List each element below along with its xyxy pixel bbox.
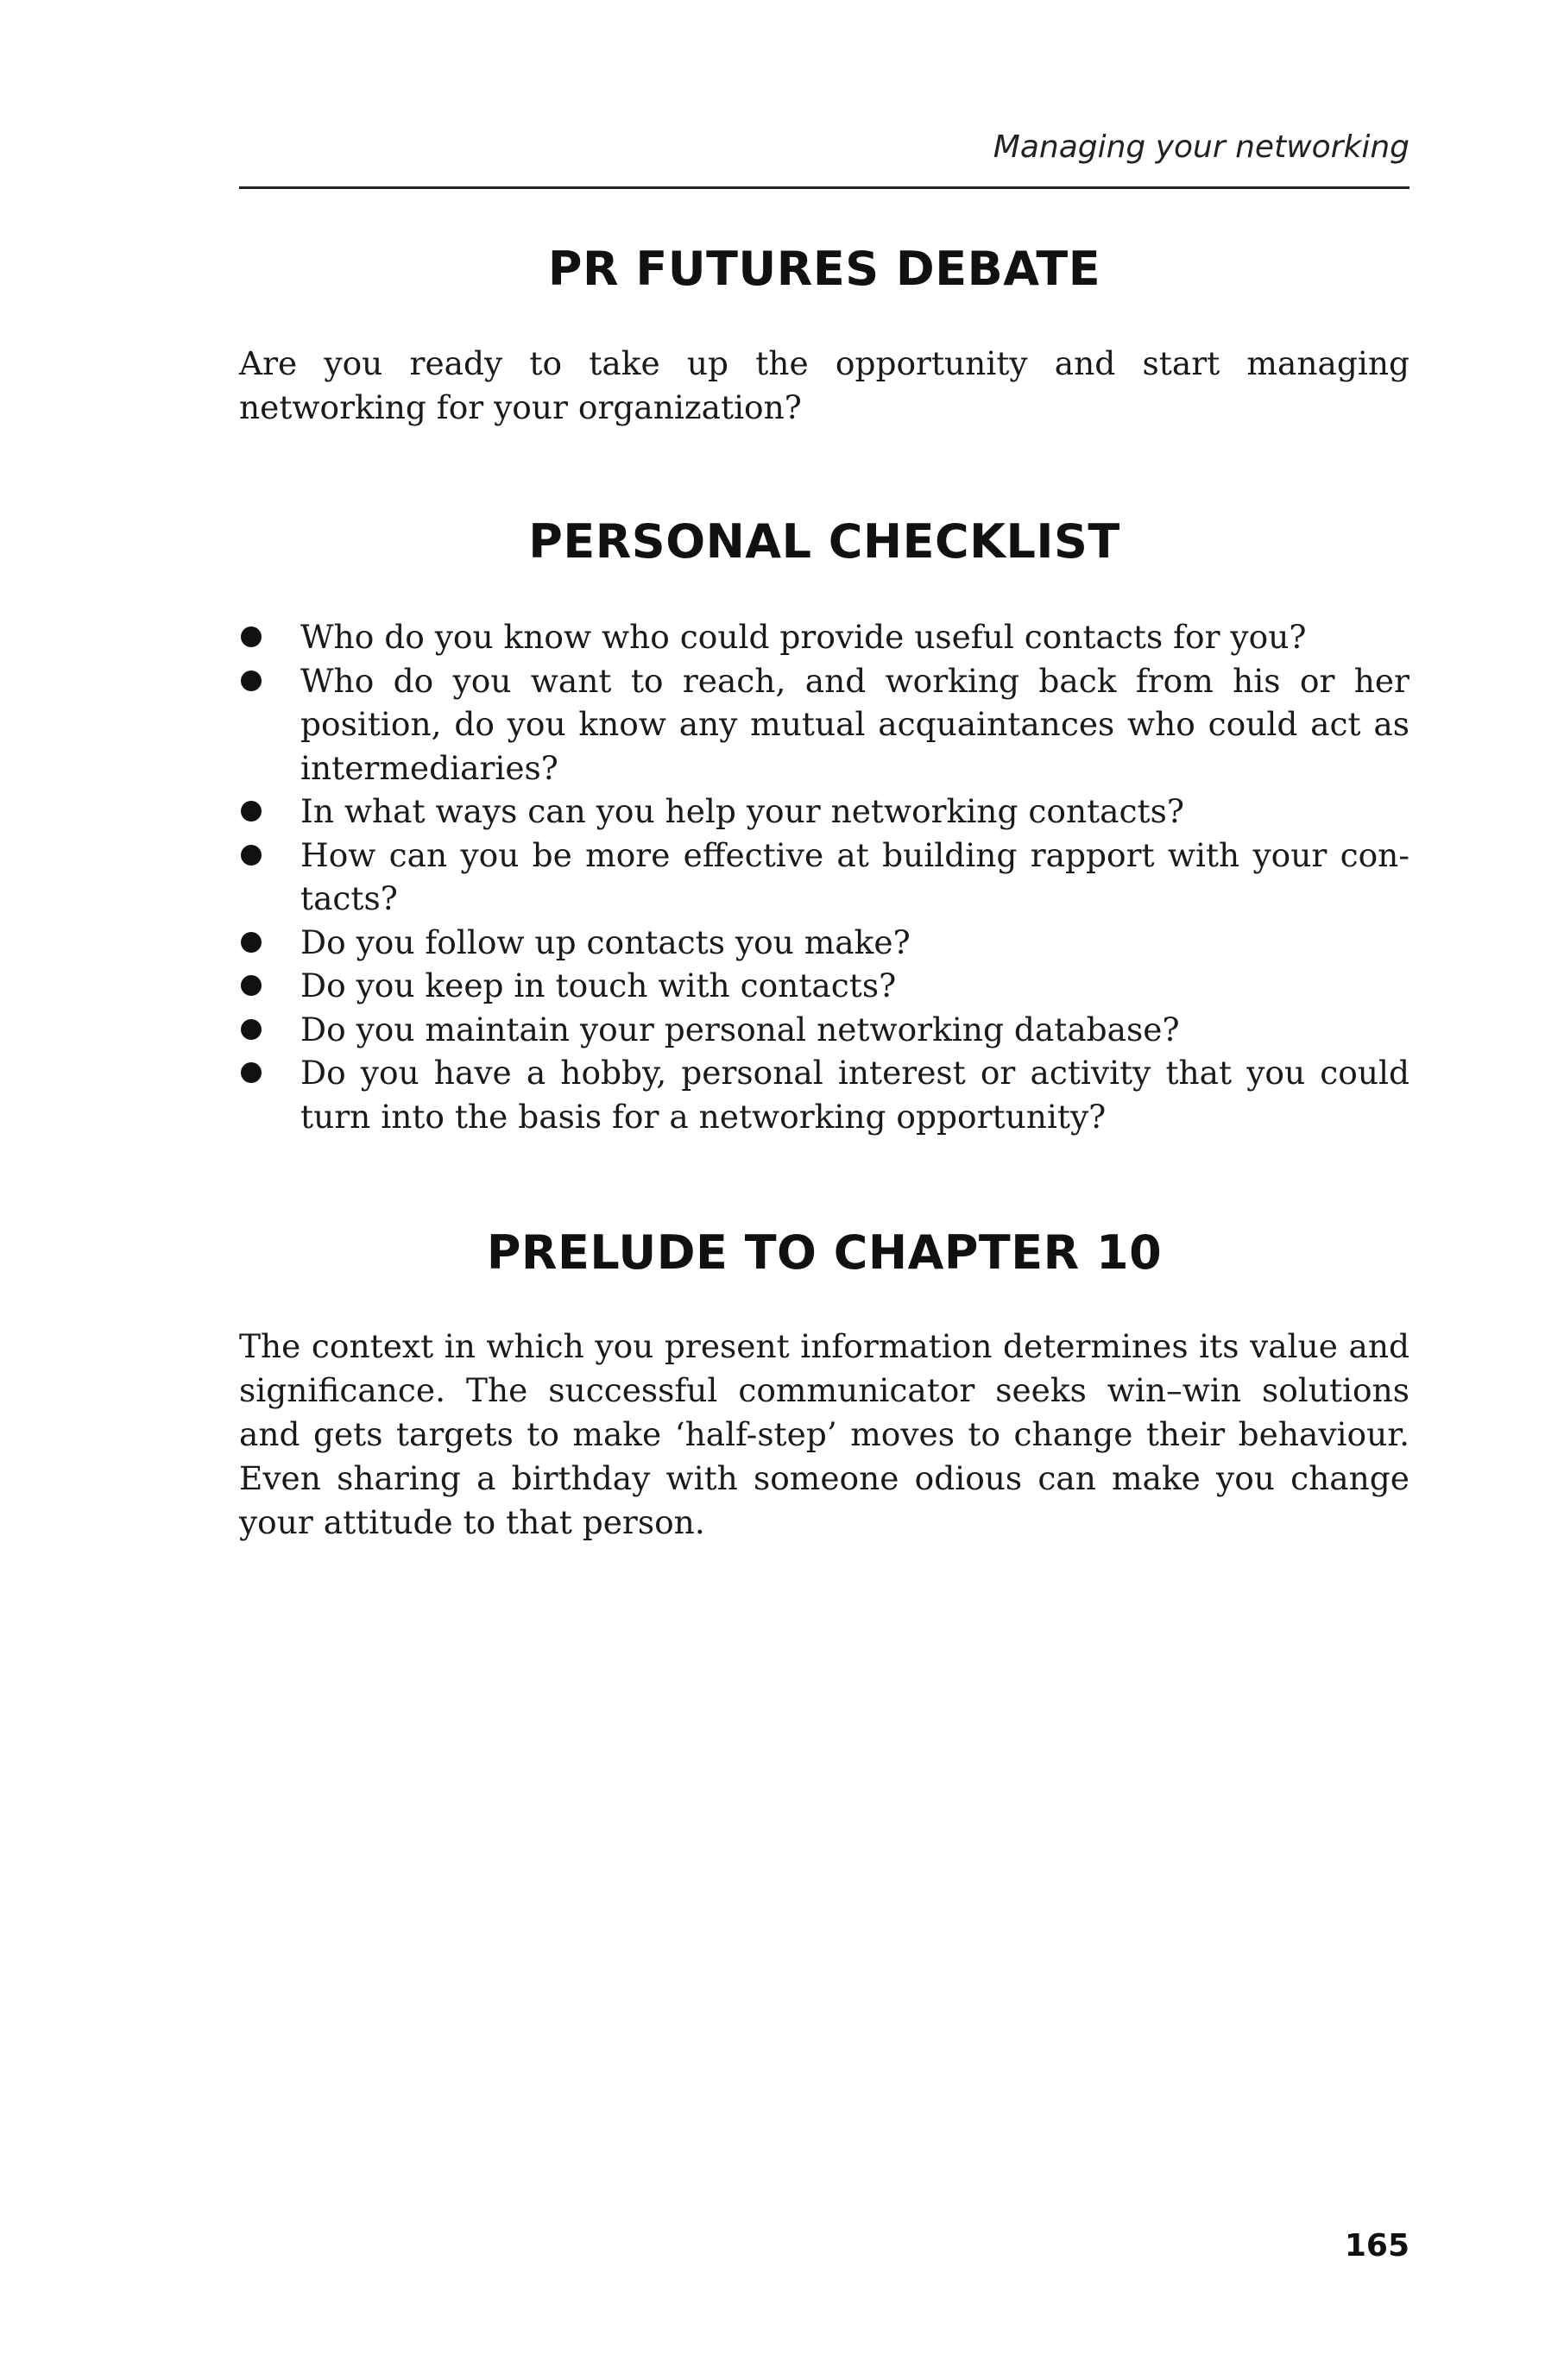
checklist-item	[239, 1008, 1409, 1052]
checklist-item-text: Who do you want to reach, and working back from his or her position, do you know any mutual acquaintances who could act as intermediaries?	[300, 661, 1409, 787]
checklist-item	[239, 659, 1409, 790]
bullet-icon	[241, 801, 262, 822]
bullet-icon	[241, 845, 262, 866]
section-heading-checklist: PERSONAL CHECKLIST	[528, 514, 1120, 569]
checklist	[239, 615, 1409, 1138]
checklist-item	[239, 790, 1409, 834]
bullet-icon	[241, 671, 262, 691]
checklist-item-text: Do you keep in touch with contacts?	[300, 966, 897, 1004]
header-rule	[239, 186, 1409, 189]
running-header: Managing your networking	[993, 129, 1409, 165]
checklist-item	[239, 964, 1409, 1008]
bullet-icon	[241, 1019, 262, 1040]
checklist-item	[239, 1051, 1409, 1138]
checklist-item-text: Do you maintain your personal networking database?	[300, 1010, 1180, 1048]
checklist-item-text: In what ways can you help your networking contacts?	[300, 792, 1184, 830]
debate-paragraph: Are you ready to take up the opportunity and start managing networking for your organization?	[239, 344, 1409, 426]
page-number: 165	[1344, 2228, 1409, 2264]
section-heading-prelude: PRELUDE TO CHAPTER 10	[486, 1225, 1163, 1280]
prelude-paragraph: The context in which you present information determines its value and significance. The successful communicator seeks win–win solutions and gets targets to make ‘half-step’ moves to change their behaviour. Even sharing a birthday with someone odious can make you change your attitude to that person.	[239, 1327, 1409, 1541]
checklist-item-text: Do you follow up contacts you make?	[300, 922, 911, 961]
section-heading-debate: PR FUTURES DEBATE	[547, 242, 1101, 296]
checklist-item-text: How can you be more effective at building rapport with your con-tacts?	[300, 835, 1409, 917]
bullet-icon	[241, 1062, 262, 1083]
checklist-item-text: Do you have a hobby, personal interest or activity that you could turn into the basis for a networking opportunity?	[300, 1054, 1409, 1136]
checklist-item	[239, 834, 1409, 921]
checklist-item	[239, 615, 1409, 659]
bullet-icon	[241, 626, 262, 647]
bullet-icon	[241, 932, 262, 953]
checklist-item	[239, 921, 1409, 965]
checklist-item-text: Who do you know who could provide useful contacts for you?	[300, 618, 1307, 656]
bullet-icon	[241, 975, 262, 996]
